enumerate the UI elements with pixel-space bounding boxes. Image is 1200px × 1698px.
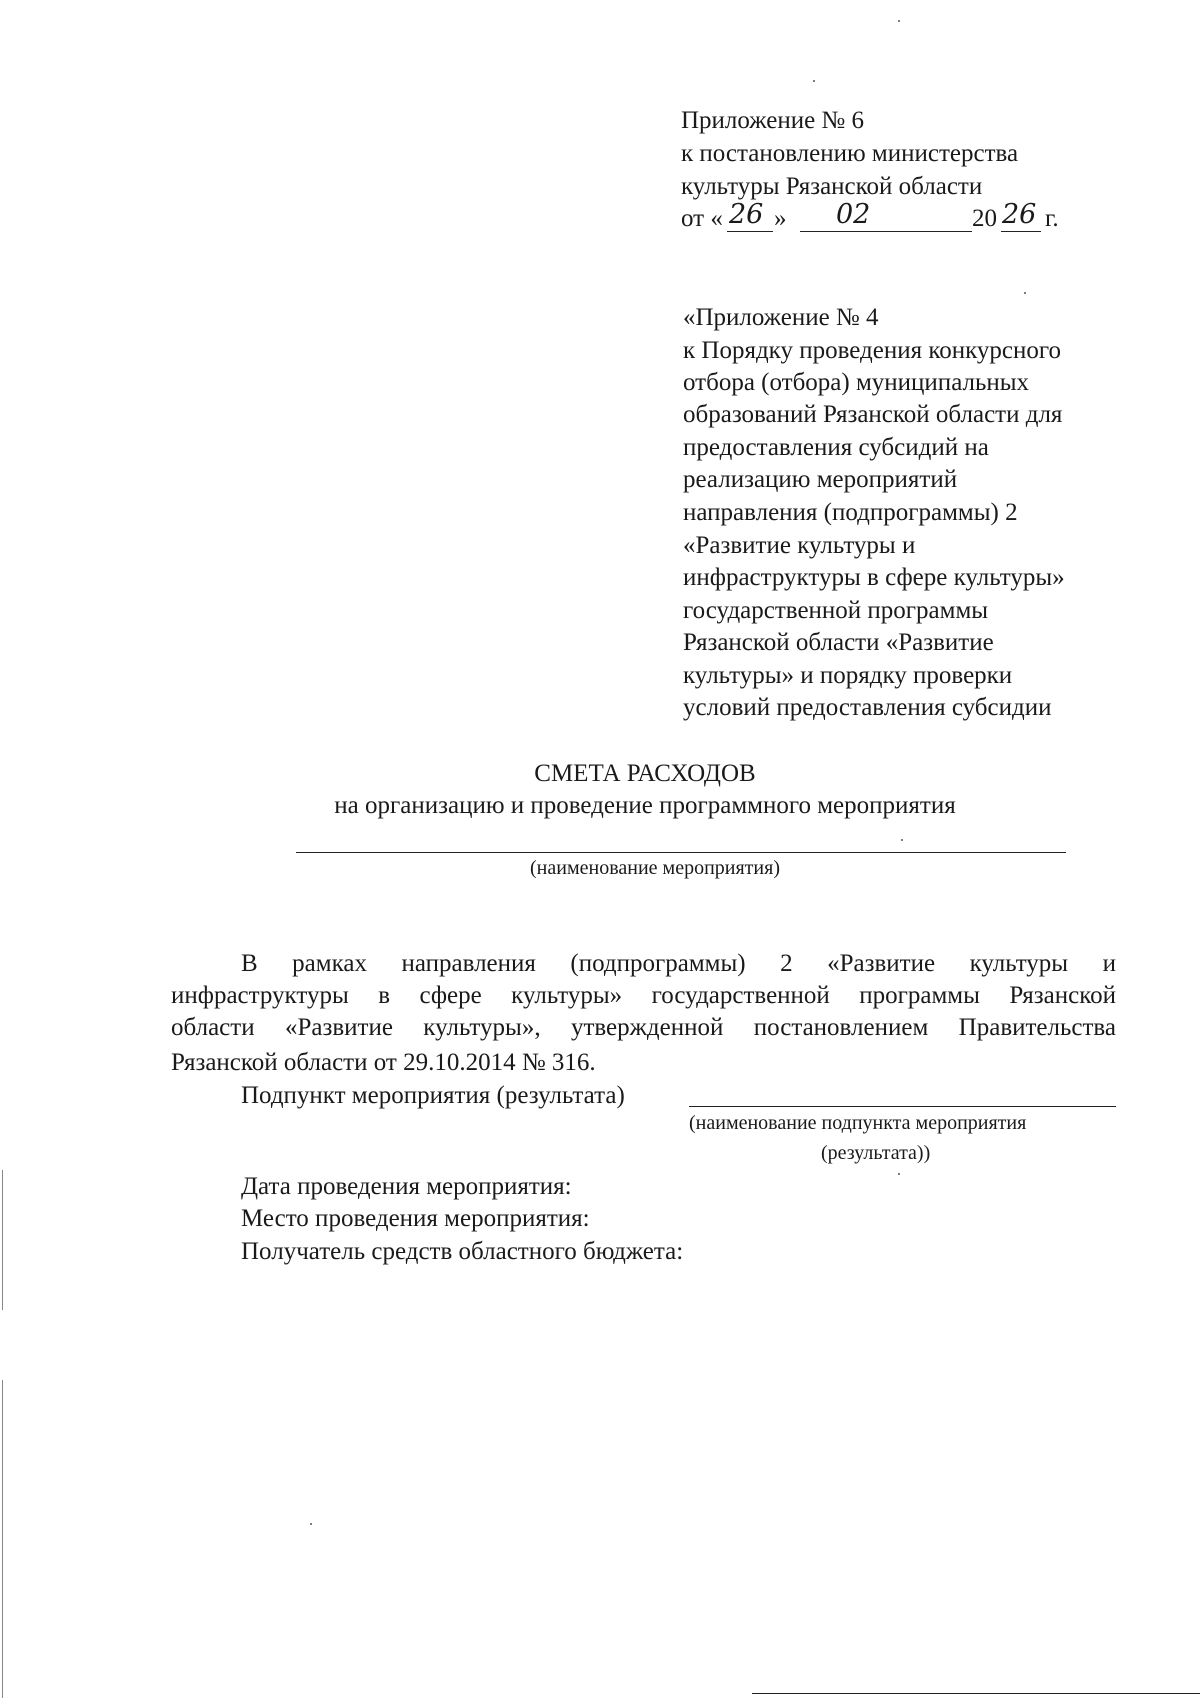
scan-bottom-line — [752, 1693, 1200, 1694]
appendix4-line: отбора (отбора) муниципальных — [683, 369, 1030, 396]
appendix4-line: направления (подпрограммы) 2 — [683, 499, 1018, 526]
scan-speck — [813, 80, 815, 82]
scan-speck — [898, 1173, 900, 1175]
subpoint-caption-line2: (результата)) — [821, 1142, 931, 1164]
scan-speck — [898, 20, 900, 22]
paragraph-line: Рязанской области от 29.10.2014 № 316. — [171, 1049, 596, 1076]
document-title: СМЕТА РАСХОДОВ — [534, 760, 756, 787]
scan-speck — [901, 839, 903, 841]
date-year-underline — [1001, 231, 1041, 232]
appendix6-line3: культуры Рязанской области — [681, 173, 983, 200]
event-name-blank-line — [296, 852, 1066, 853]
event-place-label: Место проведения мероприятия: — [241, 1205, 590, 1232]
subpoint-label: Подпункт мероприятия (результата) — [241, 1082, 625, 1109]
date-suffix: г. — [1045, 205, 1059, 232]
paragraph-line: В рамках направления (подпрограммы) 2 «Развитие культуры и — [241, 950, 1116, 977]
scan-speck — [310, 1523, 312, 1525]
appendix6-line1: Приложение № 6 — [681, 107, 865, 134]
appendix6-line2: к постановлению министерства — [681, 140, 1019, 167]
appendix4-line: к Порядку проведения конкурсного — [683, 337, 1061, 364]
scan-edge-mark — [2, 1170, 3, 1310]
date-year-prefix: 20 — [972, 205, 997, 232]
appendix4-line: государственной программы — [683, 597, 989, 624]
appendix4-line: культуры» и порядку проверки — [683, 662, 1013, 689]
subpoint-blank-line — [689, 1106, 1116, 1107]
event-name-caption: (наименование мероприятия) — [530, 857, 780, 879]
date-year-handwritten: 26 — [1002, 199, 1037, 230]
appendix4-line: предоставления субсидий на — [683, 434, 989, 461]
appendix4-line: образований Рязанской области для — [683, 401, 1063, 428]
scan-speck — [1024, 292, 1026, 294]
appendix4-line: «Приложение № 4 — [683, 304, 879, 331]
appendix4-line: Рязанской области «Развитие — [683, 629, 994, 656]
document-subtitle: на организацию и проведение программного мероприятия — [334, 792, 956, 819]
date-day-handwritten: 26 — [729, 199, 764, 230]
appendix4-line: инфраструктуры в сфере культуры» — [683, 564, 1065, 591]
date-day-underline — [727, 231, 773, 232]
appendix4-line: условий предоставления субсидии — [683, 694, 1052, 721]
scan-edge-mark — [2, 1380, 3, 1698]
date-day-close: » — [774, 205, 787, 232]
date-prefix: от « — [681, 205, 723, 232]
budget-recipient-label: Получатель средств областного бюджета: — [241, 1238, 684, 1265]
appendix4-line: реализацию мероприятий — [683, 466, 958, 493]
subpoint-caption-line1: (наименование подпункта мероприятия — [689, 1112, 1027, 1134]
date-month-handwritten: 02 — [836, 199, 871, 230]
event-date-label: Дата проведения мероприятия: — [241, 1173, 572, 1200]
paragraph-line: инфраструктуры в сфере культуры» государственной программы Рязанской — [171, 982, 1116, 1009]
date-month-underline — [800, 231, 972, 232]
appendix4-line: «Развитие культуры и — [683, 532, 916, 559]
paragraph-line: области «Развитие культуры», утвержденной постановлением Правительства — [171, 1014, 1116, 1041]
